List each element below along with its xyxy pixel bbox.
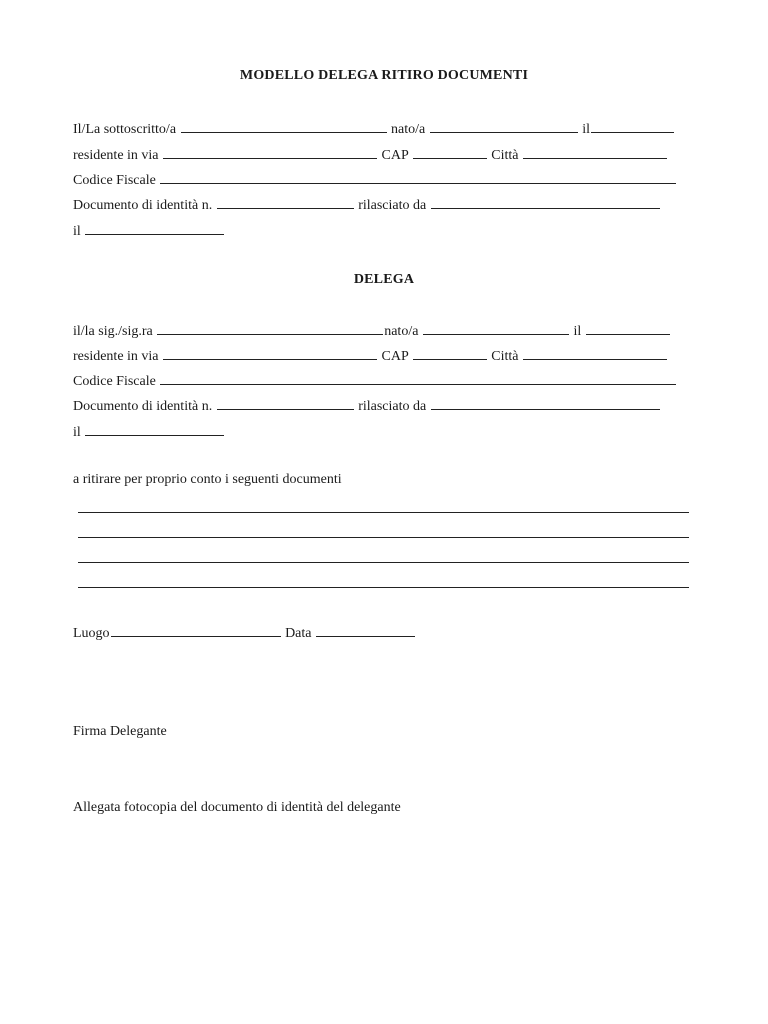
delegate-issued-by-field[interactable]	[431, 396, 660, 410]
delegator-birthplace-field[interactable]	[430, 119, 578, 133]
fiscal-code-label: Codice Fiscale	[73, 374, 156, 389]
delegate-birthplace-field[interactable]	[423, 321, 569, 335]
delegate-address-row	[73, 346, 668, 366]
name-label: Il/La sottoscritto/a	[73, 122, 177, 137]
cap-label: CAP	[381, 349, 409, 364]
date-label: il	[582, 122, 591, 137]
delegator-name-field[interactable]	[181, 119, 387, 133]
delegate-name-row	[73, 321, 671, 341]
documents-line[interactable]	[78, 512, 689, 513]
signature-label: Firma Delegante	[73, 724, 167, 739]
delegate-birthdate-field[interactable]	[586, 321, 670, 335]
documents-line[interactable]	[78, 562, 689, 563]
place-label: Luogo	[73, 626, 110, 641]
issued-by-label: rilasciato da	[358, 198, 427, 213]
delegate-fiscal-row	[73, 371, 677, 391]
delegator-city-field[interactable]	[523, 145, 667, 159]
delegate-address-field[interactable]	[163, 346, 377, 360]
section-heading: DELEGA	[353, 272, 415, 287]
delegator-address-row	[73, 145, 668, 165]
delegate-cap-field[interactable]	[413, 346, 487, 360]
born-label: nato/a	[384, 324, 419, 339]
address-label: residente in via	[73, 148, 159, 163]
delegator-address-field[interactable]	[163, 145, 377, 159]
delegate-issue-date-field[interactable]	[85, 422, 224, 436]
issue-date-label: il	[73, 425, 81, 440]
delegator-cap-field[interactable]	[413, 145, 487, 159]
attachment-note: Allegata fotocopia del documento di identità del delegante	[73, 800, 401, 815]
address-label: residente in via	[73, 349, 159, 364]
date-label: il	[573, 324, 582, 339]
delegate-city-field[interactable]	[523, 346, 667, 360]
delegate-fiscal-code-field[interactable]	[160, 371, 676, 385]
delegator-birthdate-field[interactable]	[591, 119, 674, 133]
delegator-name-row	[73, 119, 675, 139]
name-label: il/la sig./sig.ra	[73, 324, 153, 339]
delegator-issued-by-field[interactable]	[431, 195, 660, 209]
issue-date-label: il	[73, 224, 81, 239]
issued-by-label: rilasciato da	[358, 399, 427, 414]
place-date-row	[73, 623, 416, 643]
id-doc-label: Documento di identità n.	[73, 399, 213, 414]
id-doc-label: Documento di identità n.	[73, 198, 213, 213]
documents-line[interactable]	[78, 537, 689, 538]
document-title: MODELLO DELEGA RITIRO DOCUMENTI	[239, 68, 529, 83]
city-label: Città	[491, 148, 519, 163]
delegate-id-number-field[interactable]	[217, 396, 354, 410]
delegate-name-field[interactable]	[157, 321, 383, 335]
place-field[interactable]	[111, 623, 281, 637]
date-field[interactable]	[316, 623, 415, 637]
cap-label: CAP	[381, 148, 409, 163]
delegator-id-number-field[interactable]	[217, 195, 354, 209]
city-label: Città	[491, 349, 519, 364]
delegator-issue-date-field[interactable]	[85, 221, 224, 235]
date-label: Data	[285, 626, 312, 641]
delegator-fiscal-row	[73, 170, 677, 190]
documents-line[interactable]	[78, 587, 689, 588]
fiscal-code-label: Codice Fiscale	[73, 173, 156, 188]
delegator-fiscal-code-field[interactable]	[160, 170, 676, 184]
delegator-issue-date-row	[73, 221, 225, 241]
delegate-issue-date-row	[73, 422, 225, 442]
delegator-id-row	[73, 195, 661, 215]
delegate-id-row	[73, 396, 661, 416]
documents-intro: a ritirare per proprio conto i seguenti documenti	[73, 472, 342, 487]
born-label: nato/a	[391, 122, 426, 137]
